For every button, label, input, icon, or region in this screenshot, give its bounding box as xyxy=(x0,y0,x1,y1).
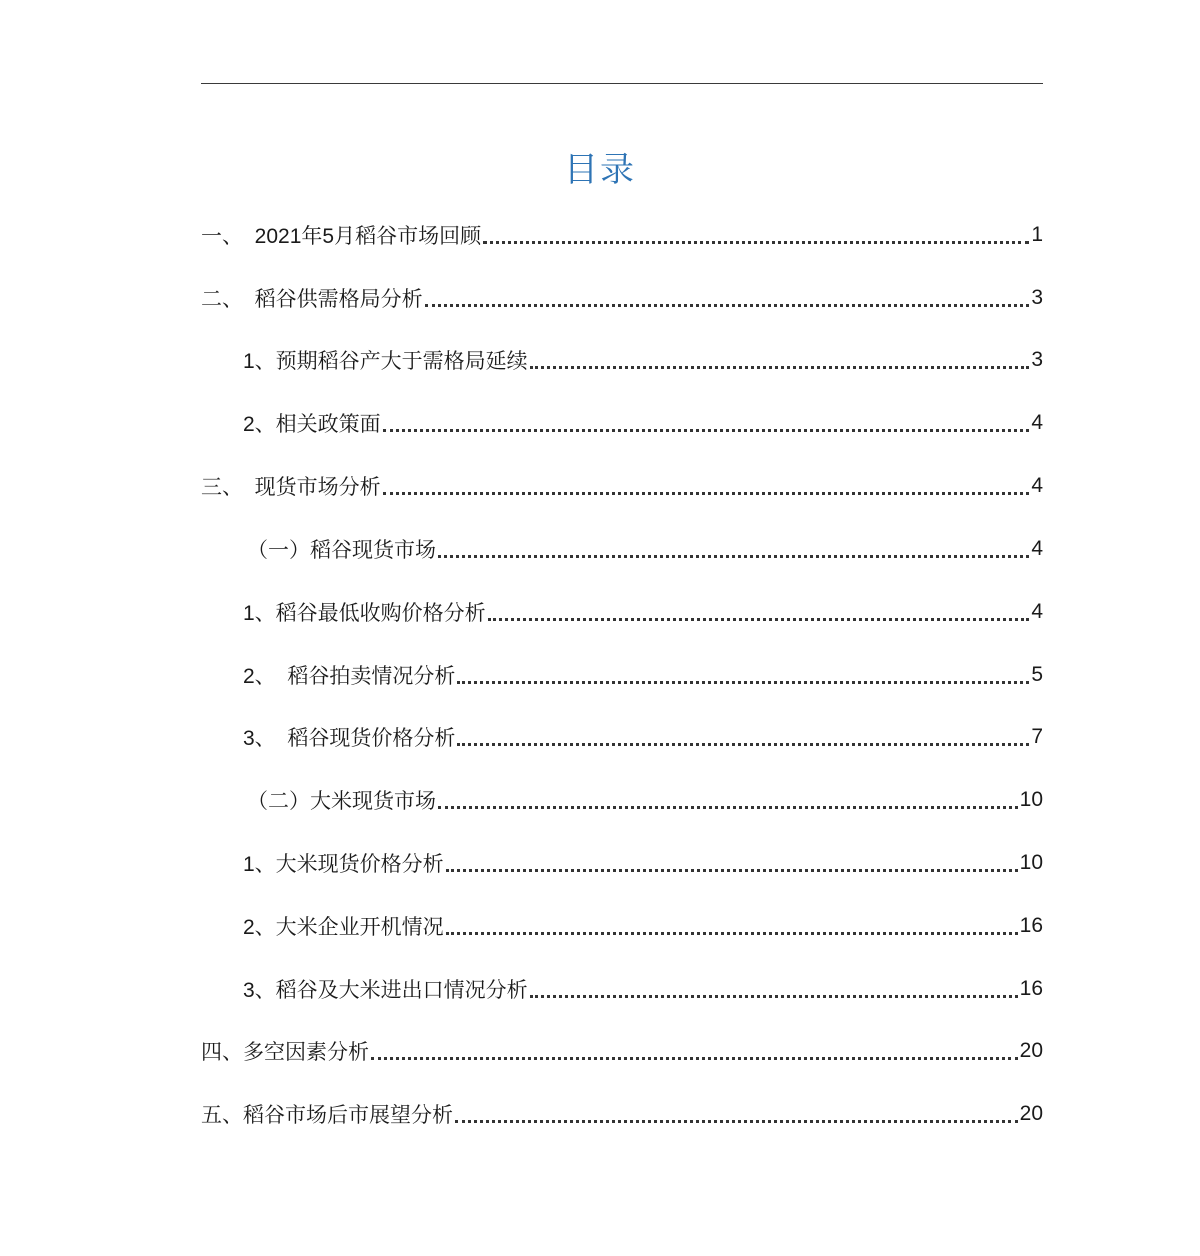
dot-leader xyxy=(383,492,1029,495)
toc-entry[interactable] xyxy=(201,213,1043,257)
toc-entry-page: 3 xyxy=(1031,348,1043,371)
dot-leader xyxy=(455,1120,1018,1123)
toc-entry-label: 1、大米现货价格分析 xyxy=(243,853,444,876)
toc-entry-label: 现货市场分析 xyxy=(254,476,381,499)
toc-entry[interactable] xyxy=(243,401,1043,445)
dot-leader xyxy=(425,304,1029,307)
toc-entry[interactable] xyxy=(243,715,1043,759)
dot-leader xyxy=(446,869,1018,872)
toc-entry-page: 20 xyxy=(1019,1039,1043,1062)
toc-entry-page: 5 xyxy=(1031,663,1043,686)
toc-entry[interactable] xyxy=(243,841,1043,885)
dot-leader xyxy=(438,555,1029,558)
toc-entry-number: 三、 xyxy=(201,476,255,499)
toc-entry-label: 四、多空因素分析 xyxy=(201,1041,369,1064)
toc-entry[interactable] xyxy=(201,1092,1043,1136)
toc-entry-label: 稻谷现货价格分析 xyxy=(287,727,456,750)
dot-leader xyxy=(530,366,1029,369)
toc-entry[interactable] xyxy=(247,778,1043,822)
dot-leader xyxy=(383,429,1029,432)
toc-entry-page: 20 xyxy=(1019,1102,1043,1125)
toc-entry[interactable] xyxy=(243,967,1043,1011)
toc-entry[interactable] xyxy=(243,904,1043,948)
toc-entry-label: （一）稻谷现货市场 xyxy=(247,539,436,562)
toc-entry-page: 4 xyxy=(1031,411,1043,434)
toc-entry-number: 二、 xyxy=(201,288,255,311)
dot-leader xyxy=(530,995,1018,998)
toc-entry-page: 10 xyxy=(1019,788,1043,811)
dot-leader xyxy=(438,806,1018,809)
toc-entry[interactable] xyxy=(243,338,1043,382)
dot-leader xyxy=(457,681,1029,684)
toc-entry-label: （二）大米现货市场 xyxy=(247,790,436,813)
dot-leader xyxy=(488,618,1029,621)
toc-entry-page: 4 xyxy=(1031,600,1043,623)
toc-entry-number: 3、 xyxy=(243,727,288,750)
dot-leader xyxy=(457,743,1029,746)
toc-entry-label: 1、稻谷最低收购价格分析 xyxy=(243,602,486,625)
dot-leader xyxy=(371,1057,1018,1060)
toc-entry-page: 4 xyxy=(1031,537,1043,560)
toc-entry[interactable] xyxy=(201,276,1043,320)
toc-entry-label: 2021年5月稻谷市场回顾 xyxy=(254,225,482,248)
toc-entry[interactable] xyxy=(201,1029,1043,1073)
toc-entry-number: 2、 xyxy=(243,665,288,688)
toc-entry[interactable] xyxy=(201,464,1043,508)
dot-leader xyxy=(446,932,1018,935)
toc-entry-label: 五、稻谷市场后市展望分析 xyxy=(201,1104,453,1127)
toc-entry-label: 3、稻谷及大米进出口情况分析 xyxy=(243,979,528,1002)
toc-entry-page: 7 xyxy=(1031,725,1043,748)
toc-entry-page: 4 xyxy=(1031,474,1043,497)
toc-entry-label: 稻谷供需格局分析 xyxy=(254,288,423,311)
page-title: 目录 xyxy=(564,151,636,189)
toc-entry-page: 16 xyxy=(1019,977,1043,1000)
toc-entry-label: 2、大米企业开机情况 xyxy=(243,916,444,939)
dot-leader xyxy=(483,241,1029,244)
toc-entry-page: 3 xyxy=(1031,286,1043,309)
toc-entry[interactable] xyxy=(243,590,1043,634)
header-rule xyxy=(201,83,1043,84)
toc-entry-label: 1、预期稻谷产大于需格局延续 xyxy=(243,350,528,373)
toc-entry-number: 一、 xyxy=(201,225,255,248)
toc-entry-label: 稻谷拍卖情况分析 xyxy=(287,665,456,688)
toc-entry-page: 1 xyxy=(1031,223,1043,246)
toc-entry-label: 2、相关政策面 xyxy=(243,413,381,436)
toc-entry-page: 10 xyxy=(1019,851,1043,874)
toc-entry[interactable] xyxy=(247,527,1043,571)
toc-entry-page: 16 xyxy=(1019,914,1043,937)
toc-entry[interactable] xyxy=(243,653,1043,697)
